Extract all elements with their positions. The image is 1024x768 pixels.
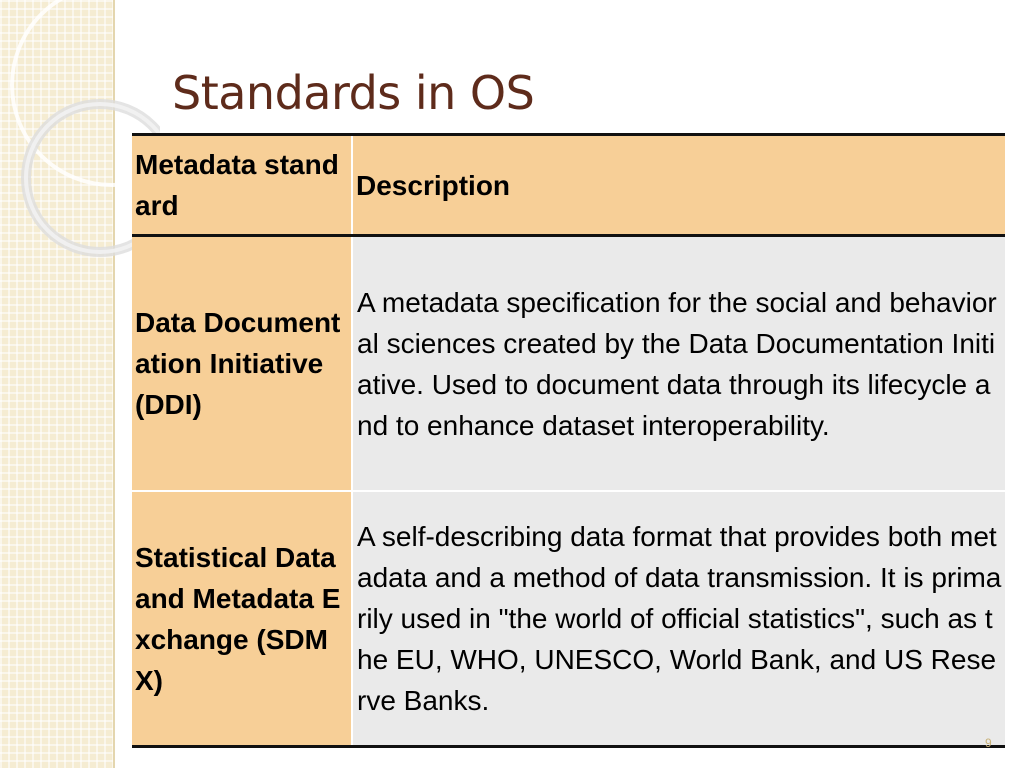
standard-name-cell: Statistical Data and Metadata Exchange (SDMX) [132,491,352,747]
header-description: Description [352,135,1005,236]
header-metadata-standard: Metadata standard [132,135,352,236]
table-row [132,491,1005,747]
table-header-row [132,135,1005,236]
standard-description-cell: A metadata specification for the social and behavioral sciences created by the Data Documentation Initiative. Used to document data through its lifecycle and to enhance dataset interoperability. [352,236,1005,492]
standard-description-cell: A self-describing data format that provides both metadata and a method of data transmission. It is primarily used in "the world of official statistics", such as the EU, WHO, UNESCO, World Bank, and US Reserve Banks. [352,491,1005,747]
page-number: 9 [985,736,992,750]
table-row [132,236,1005,492]
standards-table [132,133,1005,748]
standard-name-cell: Data Documentation Initiative (DDI) [132,236,352,492]
slide-title: Standards in OS [172,66,535,120]
